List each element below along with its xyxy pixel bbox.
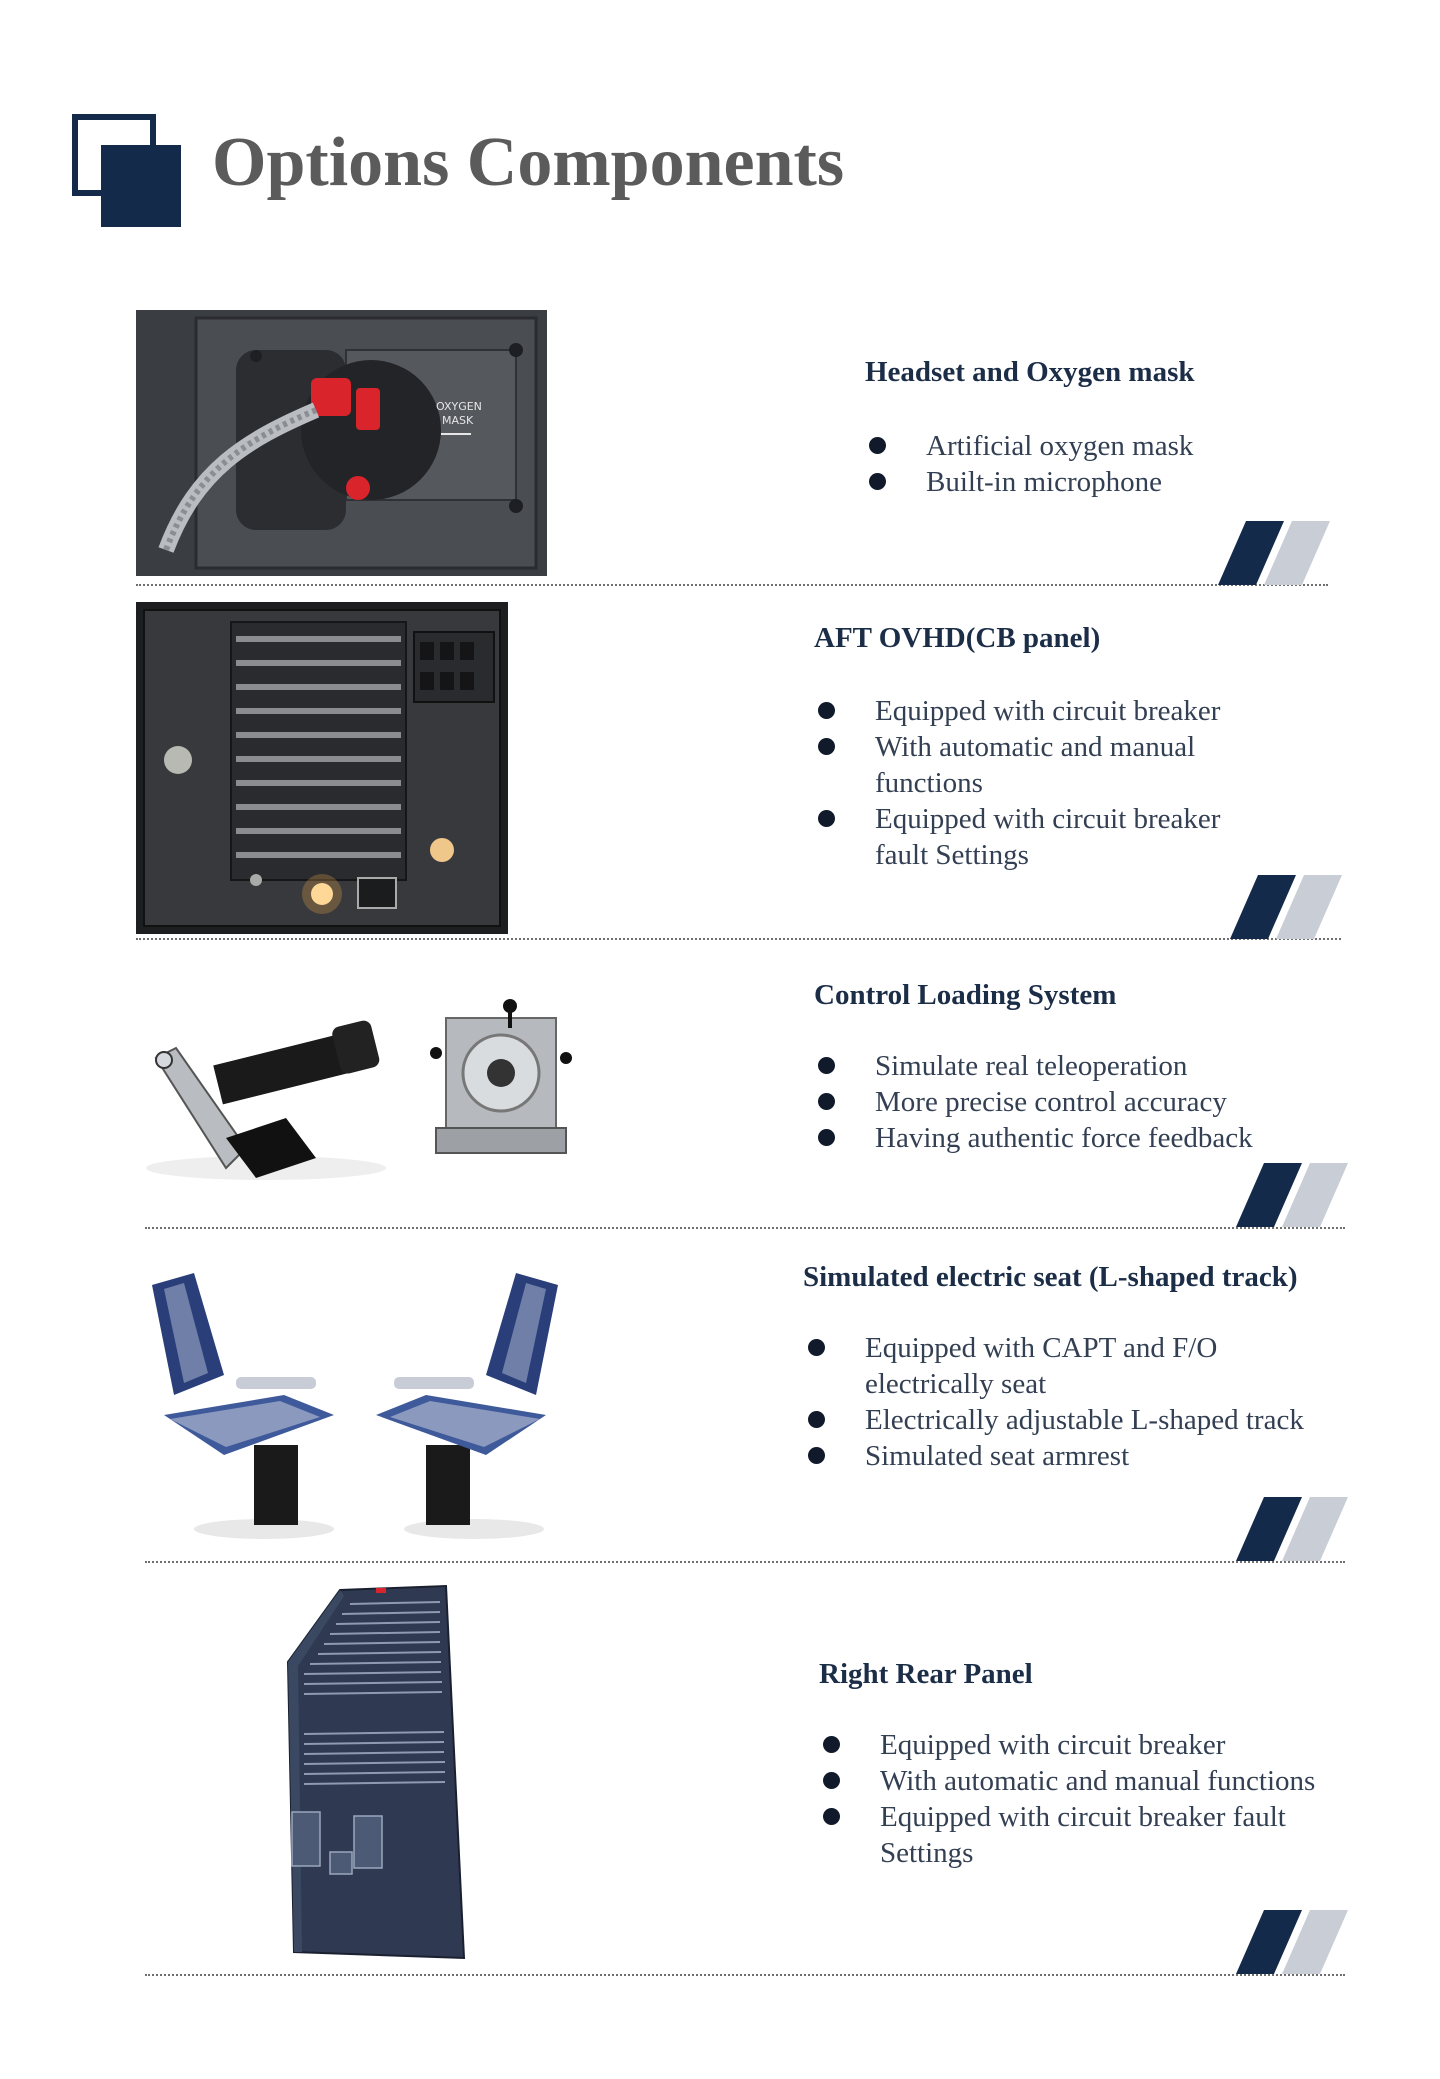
section-divider <box>136 584 1328 586</box>
oxygen-label-line1: OXYGEN <box>436 400 482 413</box>
list-item: Built-in microphone <box>866 464 1306 500</box>
section-divider <box>145 1227 1345 1229</box>
section-title-electric-seat: Simulated electric seat (L-shaped track) <box>803 1261 1298 1293</box>
list-item: Equipped with CAPT and F/O electrically seat <box>805 1330 1245 1402</box>
section-title-aft-ovhd: AFT OVHD(CB panel) <box>814 622 1101 654</box>
diagonal-stripes-icon <box>1236 1163 1348 1227</box>
list-item: Equipped with circuit breaker fault Settings <box>820 1799 1300 1871</box>
cb-panel-photo <box>136 602 508 934</box>
diagonal-stripes-icon <box>1236 1497 1348 1561</box>
list-item: Equipped with circuit breaker <box>815 693 1235 729</box>
feature-list-electric-seat <box>805 1330 1330 1474</box>
feature-list-right-rear-panel <box>820 1727 1340 1871</box>
section-divider <box>136 938 1341 940</box>
list-item: Equipped with circuit breaker fault Settings <box>815 801 1235 873</box>
diagonal-stripes-icon <box>1236 1910 1348 1974</box>
section-title-control-loading: Control Loading System <box>814 979 1117 1011</box>
diagonal-stripes-icon <box>1218 521 1330 585</box>
list-item: Artificial oxygen mask <box>866 428 1306 464</box>
logo-filled-square <box>101 145 181 227</box>
list-item: With automatic and manual functions <box>815 729 1235 801</box>
page-title: Options Components <box>212 124 845 201</box>
oxygen-label-line2: MASK <box>442 414 474 427</box>
oxygen-mask-photo <box>136 310 547 576</box>
electric-seats-photo <box>104 1265 606 1545</box>
list-item: More precise control accuracy <box>815 1084 1275 1120</box>
section-title-right-rear-panel: Right Rear Panel <box>819 1658 1033 1690</box>
section-title-headset: Headset and Oxygen mask <box>865 356 1195 388</box>
list-item: Simulated seat armrest <box>805 1438 1330 1474</box>
list-item: Electrically adjustable L-shaped track <box>805 1402 1330 1438</box>
feature-list-aft-ovhd <box>815 693 1235 873</box>
list-item: Simulate real teleoperation <box>815 1048 1275 1084</box>
section-divider <box>145 1561 1345 1563</box>
section-divider <box>145 1974 1345 1976</box>
list-item: Having authentic force feedback <box>815 1120 1275 1156</box>
feature-list-control-loading <box>815 1048 1275 1156</box>
diagonal-stripes-icon <box>1230 875 1342 939</box>
control-loading-photo <box>136 988 606 1188</box>
list-item: With automatic and manual functions <box>820 1763 1340 1799</box>
right-rear-panel-render <box>280 1582 470 1962</box>
feature-list-headset <box>866 428 1306 500</box>
list-item: Equipped with circuit breaker <box>820 1727 1340 1763</box>
